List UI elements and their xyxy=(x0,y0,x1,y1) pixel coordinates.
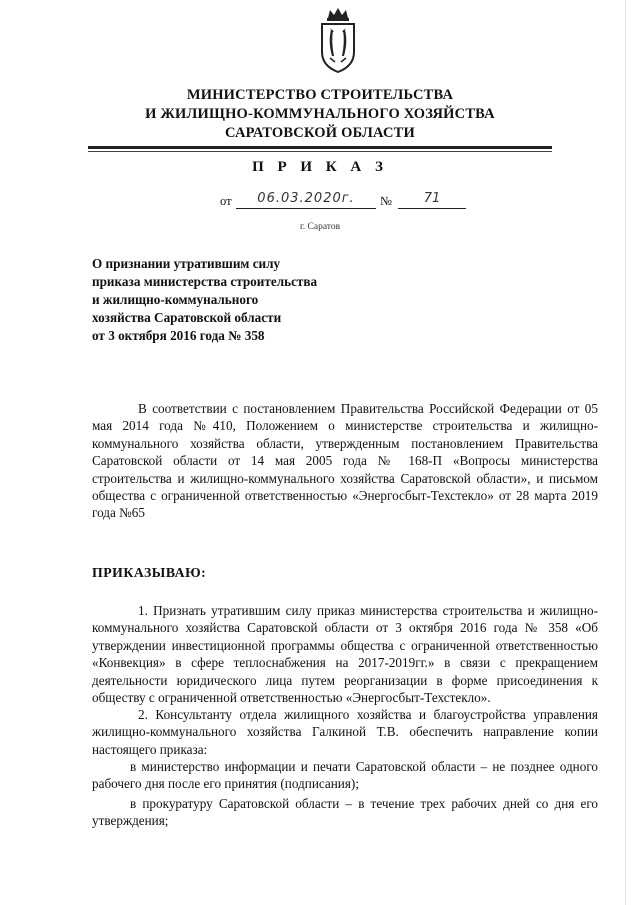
order-item-2b: в прокуратуру Саратовской области – в течение трех рабочих дней со дня его утверждения; xyxy=(92,796,598,829)
subject-line: О признании утратившим силу xyxy=(92,256,281,271)
orders-heading: ПРИКАЗЫВАЮ: xyxy=(92,565,207,580)
subject-line: от 3 октября 2016 года № 358 xyxy=(92,328,265,343)
order-subject xyxy=(92,255,392,345)
order-item-2: 2. Консультанту отдела жилищного хозяйства и благоустройства управления жилищно-коммунального хозяйства Галкиной Т.В. обеспечить направление копии настоящего приказа: xyxy=(92,707,598,757)
order-number-field: 71 xyxy=(398,191,466,209)
order-title: П Р И К А З xyxy=(252,159,388,175)
number-prefix: № xyxy=(380,194,392,208)
coat-of-arms-icon xyxy=(316,8,360,74)
header-rule-thick xyxy=(88,146,552,149)
order-date-line xyxy=(0,191,640,213)
order-item-1: 1. Признать утратившим силу приказ министерства строительства и жилищно-коммунального хозяйства Саратовской области от 3 октября 2016 года № 358 «Об утверждении инвестиционной программы общества с ограниченной ответственностью «Конвекция» в сфере теплоснабжения на 2017-2019гг.» в связи с прекращением деятельности юридического лица путем реорганизации в форме присоединения к обществу с ограниченной ответственностью «Энергосбыт-Техстекло». xyxy=(92,603,598,706)
order-date-field: 06.03.2020г. xyxy=(236,191,376,209)
subject-line: хозяйства Саратовской области xyxy=(92,310,282,325)
city-label: г. Саратов xyxy=(299,222,341,232)
order-item-2a: в министерство информации и печати Саратовской области – не позднее одного рабочего дня после его принятия (подписания); xyxy=(92,759,598,792)
subject-line: приказа министерства строительства xyxy=(92,274,318,289)
preamble-paragraph: В соответствии с постановлением Правительства Российской Федерации от 05 мая 2014 года №410, Положением о министерстве строительства и жилищно-коммунального хозяйства области, утвержденным постановлением Правительства Саратовской области от 14 мая 2005 года № 168-П «Вопросы министерства строительства и жилищно-коммунального хозяйства Саратовской области», и письмом общества с ограниченной ответственностью «Энергосбыт-Техстекло» от 28 марта 2019 года №65 xyxy=(92,401,598,521)
ministry-line-1: МИНИСТЕРСТВО СТРОИТЕЛЬСТВА xyxy=(186,87,454,103)
ministry-line-2: И ЖИЛИЩНО-КОММУНАЛЬНОГО ХОЗЯЙСТВА xyxy=(145,106,495,122)
subject-line: и жилищно-коммунального xyxy=(92,292,259,307)
ministry-name xyxy=(0,86,640,143)
ministry-line-3: САРАТОВСКОЙ ОБЛАСТИ xyxy=(225,125,415,141)
date-prefix: от xyxy=(220,194,232,208)
header-rule-thin xyxy=(88,151,552,152)
